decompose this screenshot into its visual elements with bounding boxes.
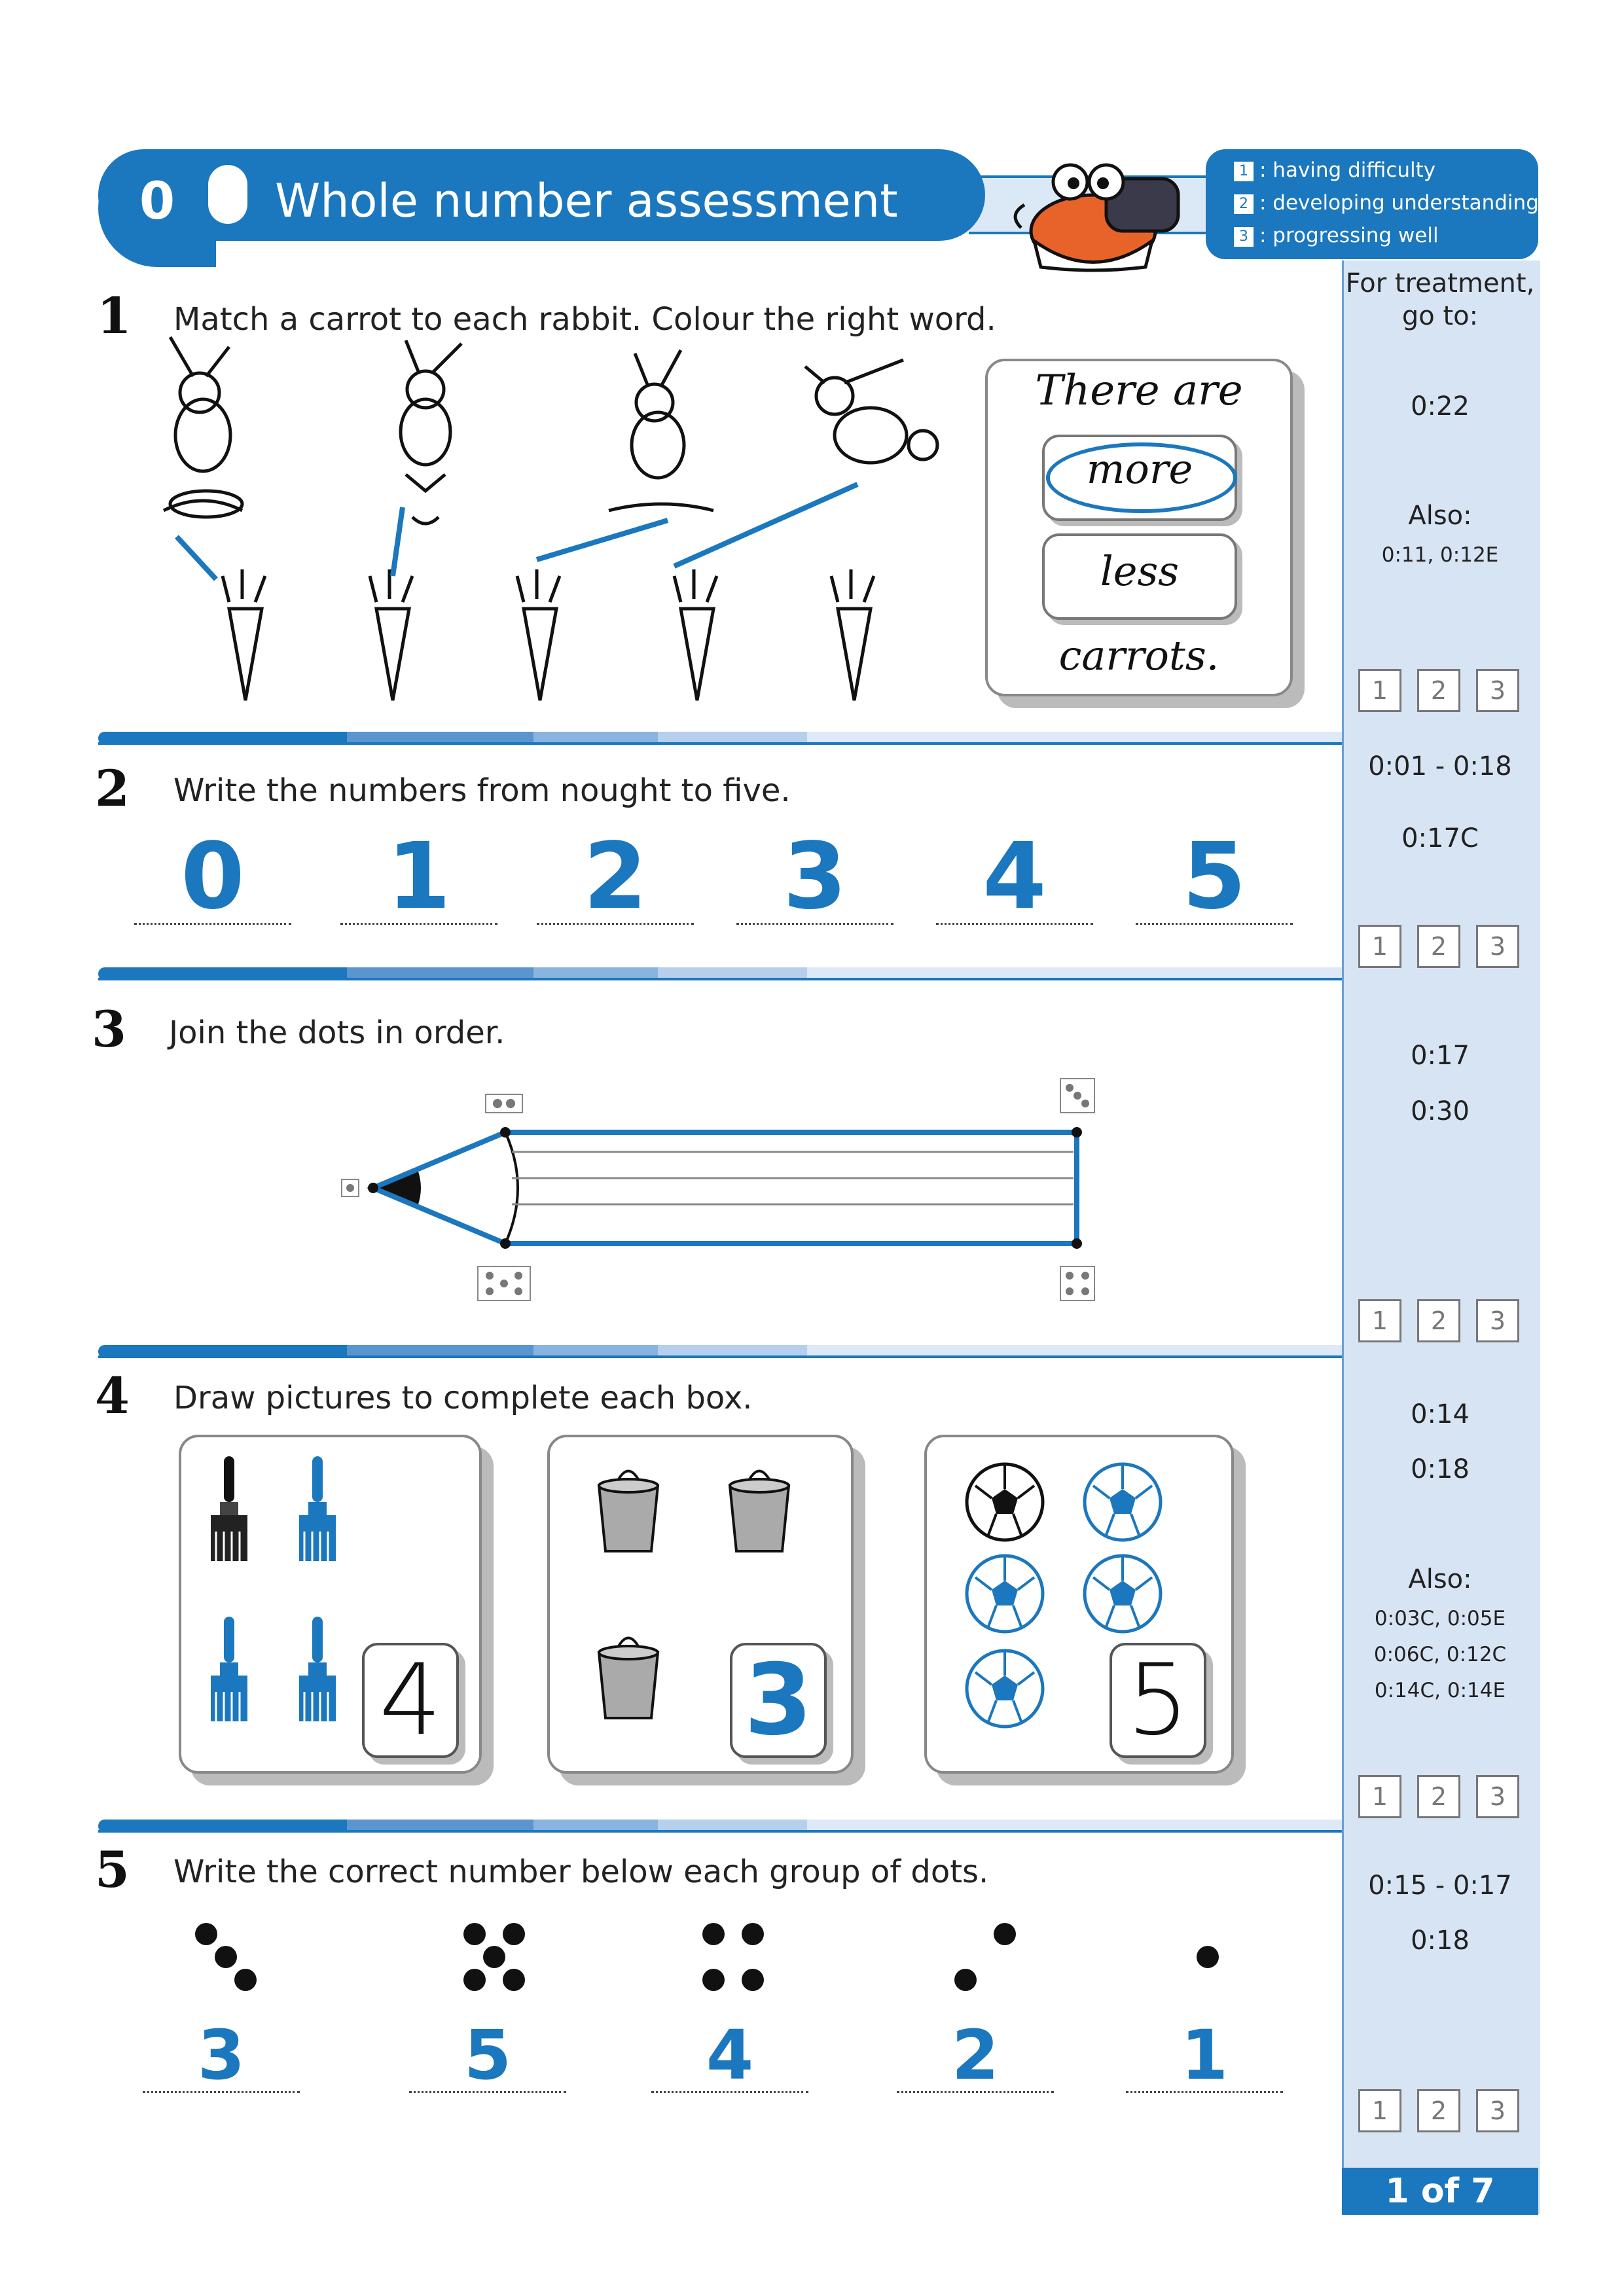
sidebar-heading: For treatment, go to: [1345, 268, 1535, 331]
q1-also: 0:11, 0:12E [1381, 543, 1499, 567]
dot-group-3 [195, 1923, 257, 1991]
q2-ref-a: 0:01 - 0:18 [1368, 751, 1512, 781]
crab-mascot-icon [1008, 143, 1204, 274]
box-number-3: 3 [744, 1643, 813, 1757]
q4-number: 4 [95, 1367, 130, 1425]
q2-number: 2 [95, 759, 130, 817]
q5-answer-4[interactable]: 2 [897, 2019, 1054, 2093]
q5-text: Write the correct number below each group of dots. [173, 1854, 989, 1890]
score-box-1[interactable]: 1 [1358, 1299, 1401, 1342]
soccer-ball-icon-drawn [1085, 1556, 1161, 1632]
score-box-2[interactable]: 2 [1417, 1775, 1460, 1818]
q2-ref-b: 0:17C [1401, 823, 1479, 853]
paintbrush-icon-drawn [299, 1456, 336, 1561]
q3-score-boxes [1358, 1299, 1535, 1341]
q2-answer-2[interactable]: 2 [537, 831, 694, 925]
score-box-3[interactable]: 3 [1476, 1299, 1519, 1342]
carrot-icon [517, 569, 560, 700]
score-box-2[interactable]: 2 [1417, 2089, 1460, 2132]
answer-lines [177, 484, 857, 579]
q5-ref-b: 0:18 [1411, 1926, 1470, 1956]
legend-text-3: : progressing well [1259, 224, 1439, 247]
dice-3-icon [1060, 1079, 1094, 1113]
legend-row-3 [1233, 221, 1439, 250]
dot-groups [164, 1911, 1276, 2016]
option-more: more [1086, 445, 1193, 493]
word-box-line4: carrots. [1058, 632, 1219, 679]
q1-number: 1 [97, 287, 132, 345]
box-number-5: 5 [1127, 1643, 1189, 1757]
score-box-1[interactable]: 1 [1358, 669, 1401, 712]
legend-panel [1206, 149, 1538, 259]
option-less: less [1100, 547, 1180, 595]
dice-4-icon [1060, 1266, 1094, 1300]
score-box-3[interactable]: 3 [1476, 2089, 1519, 2132]
legend-box-2: 2 [1233, 194, 1254, 215]
q1-text: Match a carrot to each rabbit. Colour the right word. [173, 301, 996, 338]
dot-group-1 [1197, 1946, 1219, 1968]
q5-answer-5[interactable]: 1 [1126, 2019, 1283, 2093]
score-box-1[interactable]: 1 [1358, 925, 1401, 968]
dice-1-icon [342, 1179, 359, 1196]
dot-group-2 [954, 1923, 1016, 1991]
q4-also-3: 0:14C, 0:14E [1374, 1679, 1506, 1702]
q1-also-label: Also: [1408, 501, 1472, 531]
legend-box-3: 3 [1233, 226, 1254, 247]
legend-row-1 [1233, 156, 1435, 185]
bucket-icon [599, 1471, 658, 1552]
dice-5-icon [478, 1266, 530, 1300]
word-box-line1: There are [1035, 367, 1243, 415]
rabbits-carrots-illustration [131, 334, 982, 713]
q4-ref-b: 0:18 [1411, 1454, 1470, 1484]
q3-number: 3 [92, 1000, 126, 1058]
q5-answer-3[interactable]: 4 [651, 2019, 808, 2093]
score-box-3[interactable]: 3 [1476, 925, 1519, 968]
q4-also-1: 0:03C, 0:05E [1374, 1607, 1506, 1630]
q2-score-boxes [1358, 925, 1535, 967]
soccer-ball-icon-drawn [967, 1651, 1043, 1727]
score-box-2[interactable]: 2 [1417, 925, 1460, 968]
q4-text: Draw pictures to complete each box. [173, 1380, 753, 1416]
q5-score-boxes [1358, 2089, 1535, 2131]
q3-ref-b: 0:30 [1411, 1096, 1470, 1126]
rabbit-icon [164, 337, 242, 517]
section-divider [98, 732, 1342, 745]
q2-answer-5[interactable]: 5 [1136, 831, 1293, 925]
q4-score-boxes [1358, 1775, 1535, 1817]
rabbit-icon [805, 360, 937, 463]
page-indicator: 1 of 7 [1342, 2168, 1538, 2215]
paintbrush-icon-drawn [211, 1456, 247, 1561]
dot-group-5 [463, 1923, 525, 1991]
box-number-4: 4 [379, 1643, 442, 1757]
carrot-icon [370, 569, 412, 700]
score-box-2[interactable]: 2 [1417, 1299, 1460, 1342]
legend-row-2 [1233, 188, 1539, 217]
page-title: Whole number assessment [275, 174, 898, 228]
score-box-1[interactable]: 1 [1358, 2089, 1401, 2132]
q2-answer-0[interactable]: 0 [134, 831, 291, 925]
carrot-icon [223, 569, 265, 700]
score-box-2[interactable]: 2 [1417, 669, 1460, 712]
q5-number: 5 [95, 1840, 130, 1899]
q5-ref-a: 0:15 - 0:17 [1368, 1871, 1512, 1901]
dot-group-4 [702, 1923, 764, 1991]
section-divider [98, 967, 1342, 980]
q2-answer-3[interactable]: 3 [736, 831, 893, 925]
rabbit-icon [401, 340, 461, 524]
bucket-icon [730, 1471, 789, 1552]
legend-text-2: : developing understanding [1259, 191, 1539, 215]
q1-score-boxes [1358, 669, 1535, 711]
q3-ref-a: 0:17 [1411, 1041, 1470, 1071]
section-divider [98, 1820, 1342, 1833]
carrot-icon [831, 569, 874, 700]
score-box-3[interactable]: 3 [1476, 669, 1519, 712]
pencil-dot-to-dot [334, 1073, 1119, 1316]
legend-box-1: 1 [1233, 161, 1254, 182]
q5-answer-2[interactable]: 5 [409, 2019, 566, 2093]
paintbrushes-illustration [196, 1453, 367, 1741]
rabbit-icon [609, 350, 713, 511]
paintbrush-icon-drawn [299, 1617, 336, 1721]
legend-text-1: : having difficulty [1259, 158, 1436, 182]
bucket-icon [599, 1638, 658, 1719]
q2-text: Write the numbers from nought to five. [173, 772, 791, 809]
q2-answer-4[interactable]: 4 [936, 831, 1093, 925]
soccer-ball-icon-drawn [967, 1464, 1043, 1540]
q2-answer-1[interactable]: 1 [340, 831, 497, 925]
soccer-ball-icon-drawn [1085, 1464, 1161, 1540]
score-box-3[interactable]: 3 [1476, 1775, 1519, 1818]
q1-ref: 0:22 [1411, 391, 1470, 422]
q4-ref-a: 0:14 [1411, 1399, 1470, 1429]
q4-also-label: Also: [1408, 1564, 1472, 1594]
paintbrush-icon-drawn [211, 1617, 247, 1721]
score-box-1[interactable]: 1 [1358, 1775, 1401, 1818]
q4-also-2: 0:06C, 0:12C [1373, 1643, 1507, 1666]
carrot-icon [674, 569, 717, 700]
q3-text: Join the dots in order. [169, 1014, 505, 1051]
soccer-ball-icon-drawn [967, 1556, 1043, 1632]
q5-answer-1[interactable]: 3 [143, 2019, 300, 2093]
unit-number: 0 [139, 172, 175, 231]
section-divider [98, 1345, 1342, 1358]
dice-2-icon [486, 1094, 522, 1113]
